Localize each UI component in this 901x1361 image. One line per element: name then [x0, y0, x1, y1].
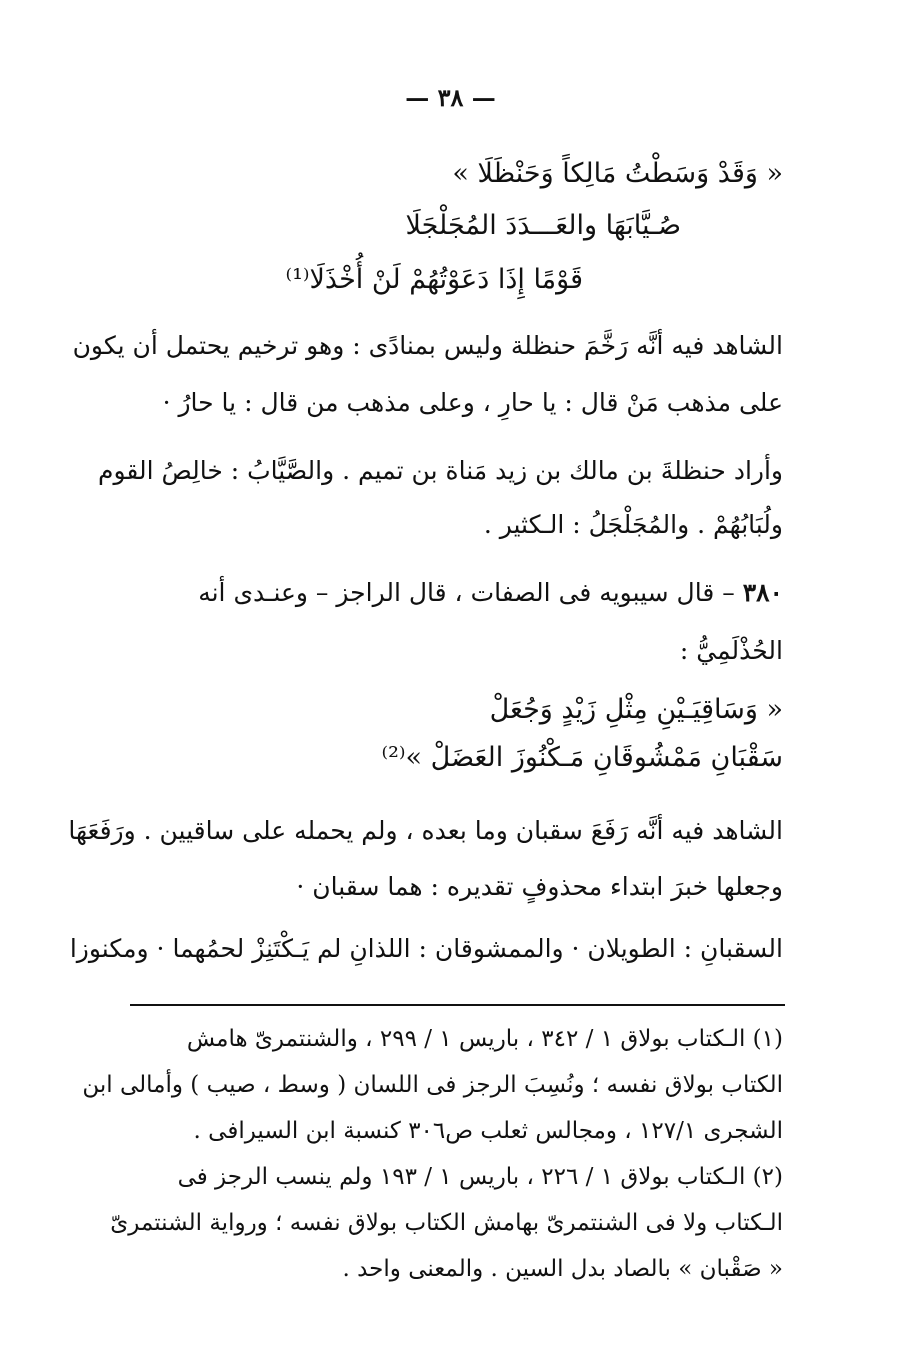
verse-line: « وَقَدْ وَسَطْتُ مَالِكاً وَحَنْظَلَا » — [452, 158, 783, 189]
footnote-line: الشجرى ١٢٧/١ ، ومجالس ثعلب ص٣٠٦ كنسبة ابن السيرافى . — [193, 1118, 783, 1144]
verse-line: صُـيَّابَهَا والعَـــدَدَ المُجَلْجَلَا — [405, 210, 681, 241]
footnote-line: الـكتاب ولا فى الشنتمرىّ بهامش الكتاب بولاق نفسه ؛ ورواية الشنتمرىّ — [110, 1210, 783, 1236]
section-heading-continuation: الحُذْلَمِيُّ : — [679, 636, 783, 665]
section-text: – قال سيبويه فى الصفات ، قال الراجز – وعنـدى أنه — [198, 578, 735, 607]
verse-line: قَوْمًا إِذَا دَعَوْتُهُمْ لَنْ أُخْذَلَا⁽¹⁾ — [285, 264, 583, 295]
footnote-line: « صَقْبان » بالصاد بدل السين . والمعنى واحد . — [342, 1256, 783, 1282]
section-number: ٣٨٠ — [742, 578, 783, 607]
paragraph-line: وأراد حنظلةَ بن مالك بن زيد مَناة بن تميم . والصَّيَّابُ : خالِصُ القوم — [97, 456, 783, 485]
verse-line: سَقْبَانِ مَمْشُوقَانِ مَـكْنُوزَ العَضَلْ »⁽²⁾ — [381, 742, 783, 773]
paragraph-line: الشاهد فيه أنَّه رَفَعَ سقبان وما بعده ، ولم يحمله على ساقيين . ورَفَعَهَا — [68, 816, 783, 845]
footnote-divider — [130, 1004, 785, 1006]
section-heading — [198, 580, 783, 605]
page-number: — ٣٨ — — [405, 83, 496, 112]
paragraph-line: وجعلها خبرَ ابتداء محذوفٍ تقديره : هما سقبان · — [296, 872, 783, 901]
paragraph-line: ولُبَابُهُمْ . والمُجَلْجَلُ : الـكثير . — [483, 510, 783, 539]
footnote-line: (٢) الـكتاب بولاق ١ / ٢٢٦ ، باريس ١ / ١٩٣ ولم ينسب الرجز فى — [177, 1164, 783, 1190]
paragraph-line: على مذهب مَنْ قال : يا حارِ ، وعلى مذهب من قال : يا حارُ · — [162, 388, 783, 417]
footnote-line: الكتاب بولاق نفسه ؛ ونُسِبَ الرجز فى اللسان ( وسط ، صيب ) وأمالى ابن — [82, 1072, 783, 1098]
footnote-line: (١) الـكتاب بولاق ١ / ٣٤٢ ، باريس ١ / ٢٩٩ ، والشنتمرىّ هامش — [186, 1026, 783, 1052]
paragraph-line: السقبانِ : الطويلان · والممشوقان : اللذانِ لم يَـكْتَنِزْ لحمُهما · ومكنوزا — [69, 934, 783, 963]
verse-line: « وَسَاقِيَـيْنِ مِثْلِ زَيْدٍ وَجُعَلْ — [489, 694, 783, 725]
paragraph-line: الشاهد فيه أنَّه رَخَّمَ حنظلة وليس بمنادًى : وهو ترخيم يحتمل أن يكون — [72, 331, 783, 360]
